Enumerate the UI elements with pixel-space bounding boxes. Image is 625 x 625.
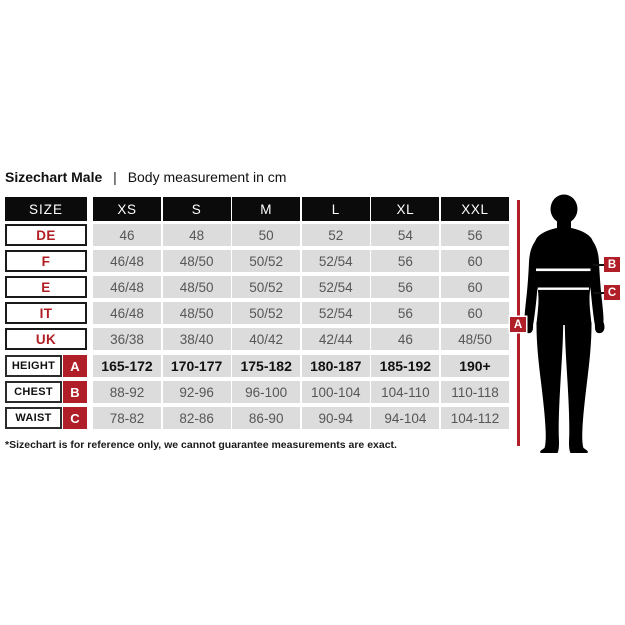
row-label-de: DE	[5, 224, 87, 246]
figure-marker-c: C	[604, 285, 620, 300]
cell-waist-xl: 94-104	[371, 407, 439, 429]
table-row-waist	[5, 407, 509, 429]
marker-a-badge: A	[63, 355, 87, 377]
header-cell-m: M	[232, 197, 300, 221]
table-row-de	[5, 224, 509, 246]
row-label-uk: UK	[5, 328, 87, 350]
cell-uk-xs: 36/38	[93, 328, 161, 350]
cell-de-m: 50	[232, 224, 300, 246]
cell-f-m: 50/52	[232, 250, 300, 272]
header-cell-size: SIZE	[5, 197, 87, 221]
table-row-uk	[5, 328, 509, 350]
cell-waist-xxl: 104-112	[441, 407, 509, 429]
cell-waist-s: 82-86	[163, 407, 231, 429]
cell-e-xxl: 60	[441, 276, 509, 298]
cell-waist-m: 86-90	[232, 407, 300, 429]
table-row-height	[5, 355, 509, 377]
cell-uk-m: 40/42	[232, 328, 300, 350]
cell-waist-l: 90-94	[302, 407, 370, 429]
male-silhouette-svg	[523, 194, 605, 454]
cell-chest-xl: 104-110	[371, 381, 439, 403]
marker-b-badge: B	[63, 381, 87, 403]
cell-height-xl: 185-192	[371, 355, 439, 377]
marker-c-badge: C	[63, 407, 87, 429]
cell-uk-l: 42/44	[302, 328, 370, 350]
cell-height-m: 175-182	[232, 355, 300, 377]
chest-measure-line	[536, 269, 591, 272]
cell-it-l: 52/54	[302, 302, 370, 324]
cell-de-l: 52	[302, 224, 370, 246]
cell-e-s: 48/50	[163, 276, 231, 298]
cell-f-s: 48/50	[163, 250, 231, 272]
cell-de-xxl: 56	[441, 224, 509, 246]
table-row-f	[5, 250, 509, 272]
cell-it-xxl: 60	[441, 302, 509, 324]
table-row-chest	[5, 381, 509, 403]
cell-uk-s: 38/40	[163, 328, 231, 350]
cell-de-xs: 46	[93, 224, 161, 246]
cell-chest-xs: 88-92	[93, 381, 161, 403]
cell-it-xs: 46/48	[93, 302, 161, 324]
cell-it-m: 50/52	[232, 302, 300, 324]
male-silhouette	[523, 194, 605, 454]
header-cell-xxl: XXL	[441, 197, 509, 221]
header-cell-l: L	[302, 197, 370, 221]
cell-waist-xs: 78-82	[93, 407, 161, 429]
cell-e-l: 52/54	[302, 276, 370, 298]
cell-e-m: 50/52	[232, 276, 300, 298]
page-title	[5, 169, 286, 185]
header-cell-xl: XL	[371, 197, 439, 221]
cell-chest-m: 96-100	[232, 381, 300, 403]
footnote: *Sizechart is for reference only, we cannot guarantee measurements are exact.	[5, 439, 397, 451]
cell-chest-l: 100-104	[302, 381, 370, 403]
header-cell-s: S	[163, 197, 231, 221]
row-label-chest: CHEST	[5, 381, 62, 403]
cell-de-s: 48	[163, 224, 231, 246]
row-label-it: IT	[5, 302, 87, 324]
cell-f-xl: 56	[371, 250, 439, 272]
title-subtitle: Body measurement in cm	[127, 169, 287, 185]
cell-height-xs: 165-172	[93, 355, 161, 377]
cell-chest-xxl: 110-118	[441, 381, 509, 403]
waist-measure-line	[538, 288, 589, 290]
figure-marker-a: A	[510, 317, 526, 332]
cell-height-l: 180-187	[302, 355, 370, 377]
cell-e-xl: 56	[371, 276, 439, 298]
cell-height-s: 170-177	[163, 355, 231, 377]
cell-f-l: 52/54	[302, 250, 370, 272]
cell-f-xxl: 60	[441, 250, 509, 272]
row-label-f: F	[5, 250, 87, 272]
cell-height-xxl: 190+	[441, 355, 509, 377]
cell-f-xs: 46/48	[93, 250, 161, 272]
table-row-it	[5, 302, 509, 324]
table-header-row	[5, 197, 509, 221]
cell-de-xl: 54	[371, 224, 439, 246]
cell-it-s: 48/50	[163, 302, 231, 324]
figure-marker-b: B	[604, 257, 620, 272]
table-row-e	[5, 276, 509, 298]
header-cell-xs: XS	[93, 197, 161, 221]
cell-uk-xl: 46	[371, 328, 439, 350]
row-label-height: HEIGHT	[5, 355, 62, 377]
title-separator: |	[113, 169, 117, 185]
row-label-waist: WAIST	[5, 407, 62, 429]
cell-uk-xxl: 48/50	[441, 328, 509, 350]
cell-e-xs: 46/48	[93, 276, 161, 298]
row-label-e: E	[5, 276, 87, 298]
title-main: Sizechart Male	[5, 169, 103, 185]
cell-chest-s: 92-96	[163, 381, 231, 403]
cell-it-xl: 56	[371, 302, 439, 324]
